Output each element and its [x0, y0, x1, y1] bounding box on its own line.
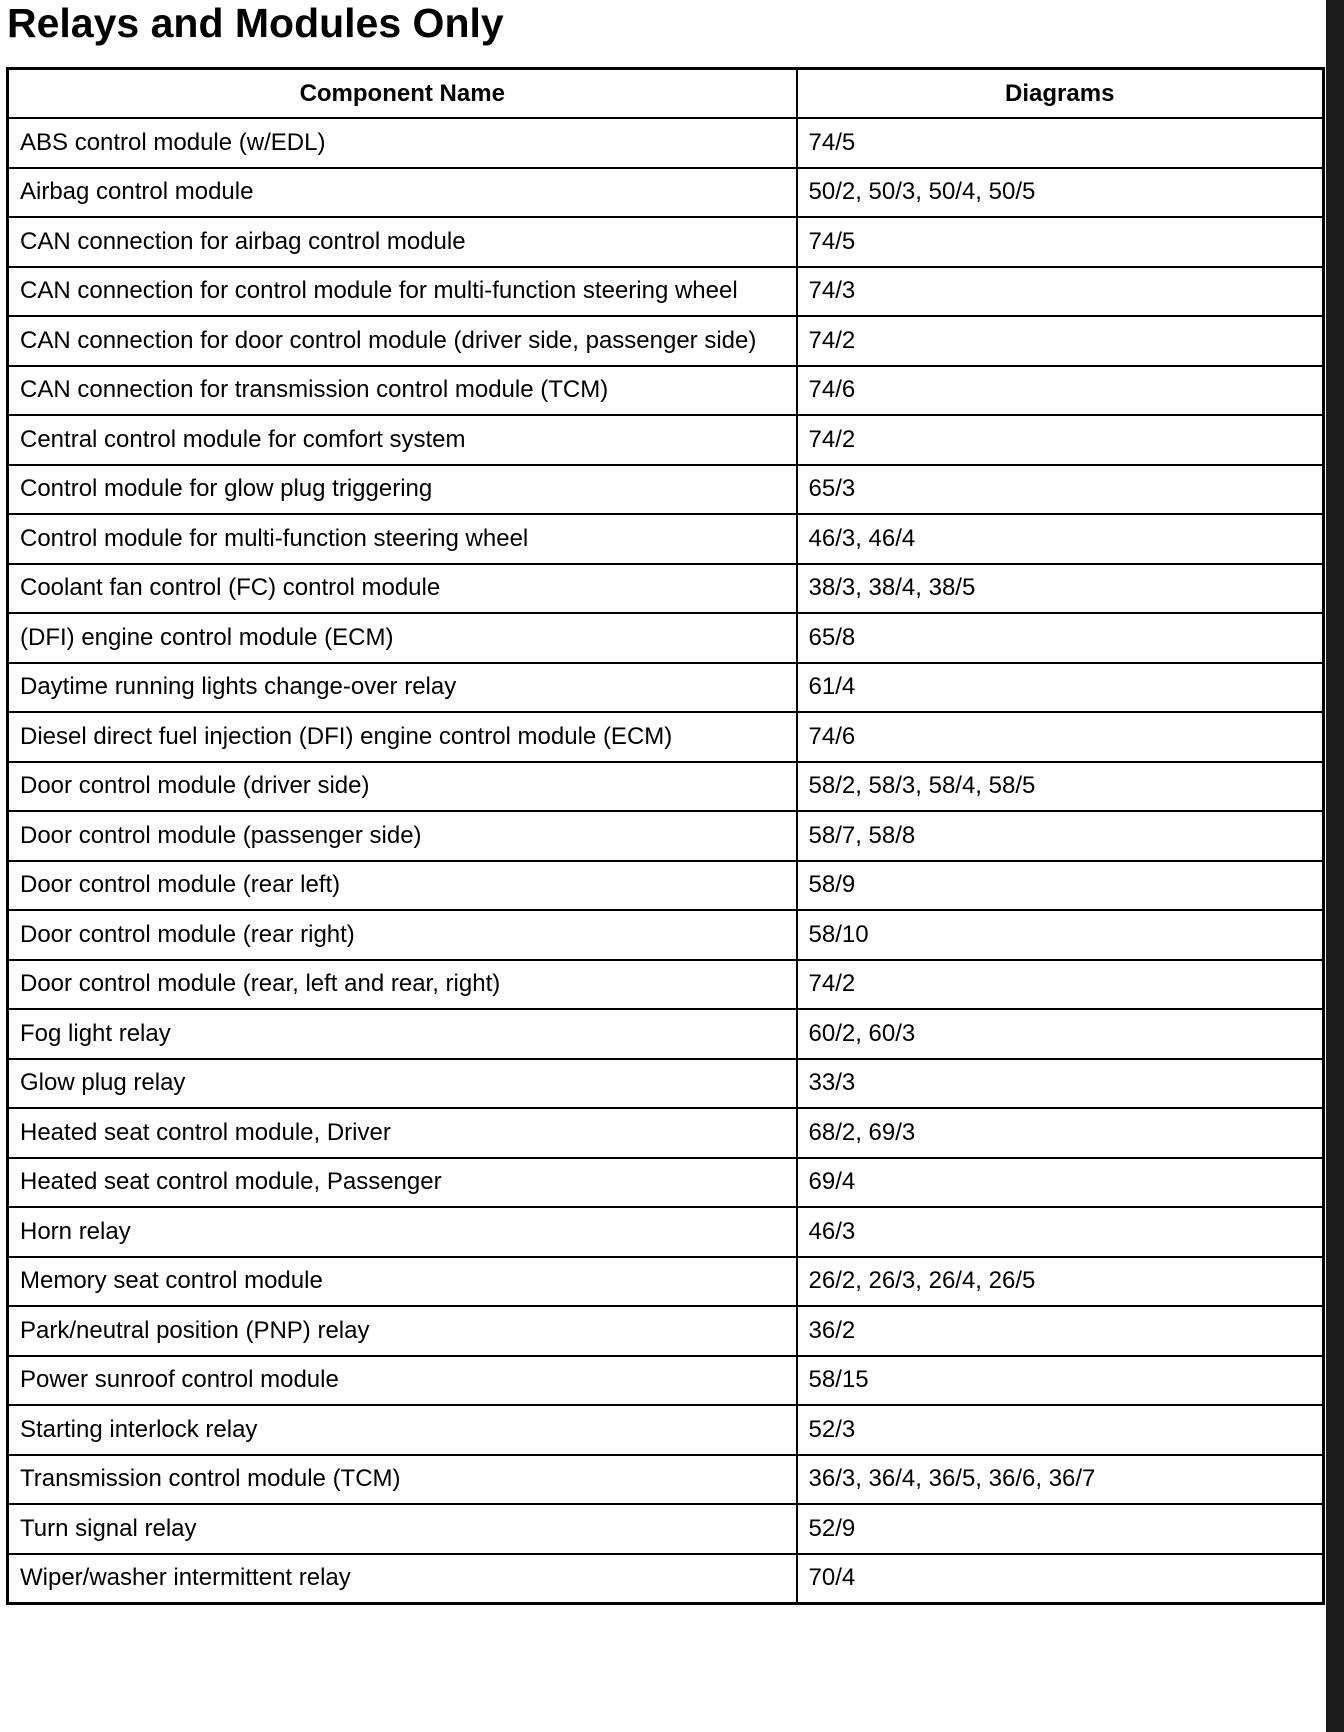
component-name-cell: Door control module (rear left) [8, 861, 797, 911]
table-row [8, 811, 1324, 861]
component-name-cell: ABS control module (w/EDL) [8, 118, 797, 168]
diagrams-cell: 36/2 [797, 1306, 1324, 1356]
table-row [8, 1059, 1324, 1109]
component-name-cell: Park/neutral position (PNP) relay [8, 1306, 797, 1356]
diagrams-cell: 74/2 [797, 316, 1324, 366]
component-name-cell: Coolant fan control (FC) control module [8, 564, 797, 614]
component-name-cell: Central control module for comfort system [8, 415, 797, 465]
table-row [8, 465, 1324, 515]
table-row [8, 1455, 1324, 1505]
diagrams-cell: 61/4 [797, 663, 1324, 713]
table-row [8, 564, 1324, 614]
diagrams-cell: 74/6 [797, 712, 1324, 762]
table-row [8, 316, 1324, 366]
component-name-cell: Starting interlock relay [8, 1405, 797, 1455]
diagrams-cell: 60/2, 60/3 [797, 1009, 1324, 1059]
component-name-cell: Transmission control module (TCM) [8, 1455, 797, 1505]
component-name-cell: Power sunroof control module [8, 1356, 797, 1406]
table-row [8, 217, 1324, 267]
diagrams-cell: 52/3 [797, 1405, 1324, 1455]
table-row [8, 168, 1324, 218]
diagrams-cell: 33/3 [797, 1059, 1324, 1109]
component-name-cell: Fog light relay [8, 1009, 797, 1059]
table-row [8, 366, 1324, 416]
component-name-cell: CAN connection for door control module (driver side, passenger side) [8, 316, 797, 366]
table-row [8, 1356, 1324, 1406]
table-row [8, 1108, 1324, 1158]
component-name-cell: Memory seat control module [8, 1257, 797, 1307]
table-row [8, 514, 1324, 564]
component-name-cell: CAN connection for airbag control module [8, 217, 797, 267]
diagrams-cell: 46/3, 46/4 [797, 514, 1324, 564]
table-row [8, 663, 1324, 713]
table-body [8, 118, 1324, 1603]
diagrams-cell: 58/2, 58/3, 58/4, 58/5 [797, 762, 1324, 812]
page-edge-bar [1326, 0, 1344, 1732]
diagrams-cell: 74/6 [797, 366, 1324, 416]
component-name-cell: Wiper/washer intermittent relay [8, 1554, 797, 1604]
diagrams-cell: 50/2, 50/3, 50/4, 50/5 [797, 168, 1324, 218]
diagrams-cell: 58/15 [797, 1356, 1324, 1406]
diagrams-cell: 58/10 [797, 910, 1324, 960]
diagrams-cell: 26/2, 26/3, 26/4, 26/5 [797, 1257, 1324, 1307]
component-name-cell: Heated seat control module, Passenger [8, 1158, 797, 1208]
component-name-cell: Airbag control module [8, 168, 797, 218]
table-row [8, 415, 1324, 465]
diagrams-cell: 65/3 [797, 465, 1324, 515]
diagrams-cell: 58/9 [797, 861, 1324, 911]
diagrams-cell: 74/5 [797, 118, 1324, 168]
table-row [8, 861, 1324, 911]
diagrams-cell: 58/7, 58/8 [797, 811, 1324, 861]
table-row [8, 960, 1324, 1010]
table-row [8, 1257, 1324, 1307]
diagrams-cell: 65/8 [797, 613, 1324, 663]
table-row [8, 1306, 1324, 1356]
diagrams-cell: 46/3 [797, 1207, 1324, 1257]
diagrams-cell: 52/9 [797, 1504, 1324, 1554]
component-name-cell: Control module for glow plug triggering [8, 465, 797, 515]
table-row [8, 1207, 1324, 1257]
component-name-cell: (DFI) engine control module (ECM) [8, 613, 797, 663]
table-row [8, 1405, 1324, 1455]
table-row [8, 118, 1324, 168]
table-row [8, 762, 1324, 812]
component-name-cell: Horn relay [8, 1207, 797, 1257]
table-row [8, 910, 1324, 960]
table-row [8, 712, 1324, 762]
component-name-cell: Daytime running lights change-over relay [8, 663, 797, 713]
diagrams-cell: 74/2 [797, 960, 1324, 1010]
component-name-cell: Door control module (passenger side) [8, 811, 797, 861]
diagrams-cell: 74/3 [797, 267, 1324, 317]
table-row [8, 267, 1324, 317]
table-row [8, 613, 1324, 663]
page-title: Relays and Modules Only [7, 0, 504, 46]
component-name-cell: Diesel direct fuel injection (DFI) engine control module (ECM) [8, 712, 797, 762]
component-name-cell: Heated seat control module, Driver [8, 1108, 797, 1158]
component-name-cell: Door control module (driver side) [8, 762, 797, 812]
header-component-name: Component Name [8, 69, 797, 119]
diagrams-cell: 69/4 [797, 1158, 1324, 1208]
diagrams-cell: 36/3, 36/4, 36/5, 36/6, 36/7 [797, 1455, 1324, 1505]
component-name-cell: Door control module (rear, left and rear, right) [8, 960, 797, 1010]
diagrams-cell: 38/3, 38/4, 38/5 [797, 564, 1324, 614]
component-name-cell: Control module for multi-function steering wheel [8, 514, 797, 564]
table-row [8, 1504, 1324, 1554]
table-row [8, 1554, 1324, 1604]
diagrams-cell: 74/5 [797, 217, 1324, 267]
component-name-cell: CAN connection for transmission control module (TCM) [8, 366, 797, 416]
component-name-cell: Glow plug relay [8, 1059, 797, 1109]
component-name-cell: Turn signal relay [8, 1504, 797, 1554]
table-row [8, 1158, 1324, 1208]
diagrams-cell: 68/2, 69/3 [797, 1108, 1324, 1158]
diagrams-cell: 70/4 [797, 1554, 1324, 1604]
header-diagrams: Diagrams [797, 69, 1324, 119]
table-header-row [8, 69, 1324, 119]
table-row [8, 1009, 1324, 1059]
relays-modules-table [6, 67, 1325, 1605]
component-name-cell: Door control module (rear right) [8, 910, 797, 960]
component-name-cell: CAN connection for control module for multi-function steering wheel [8, 267, 797, 317]
diagrams-cell: 74/2 [797, 415, 1324, 465]
